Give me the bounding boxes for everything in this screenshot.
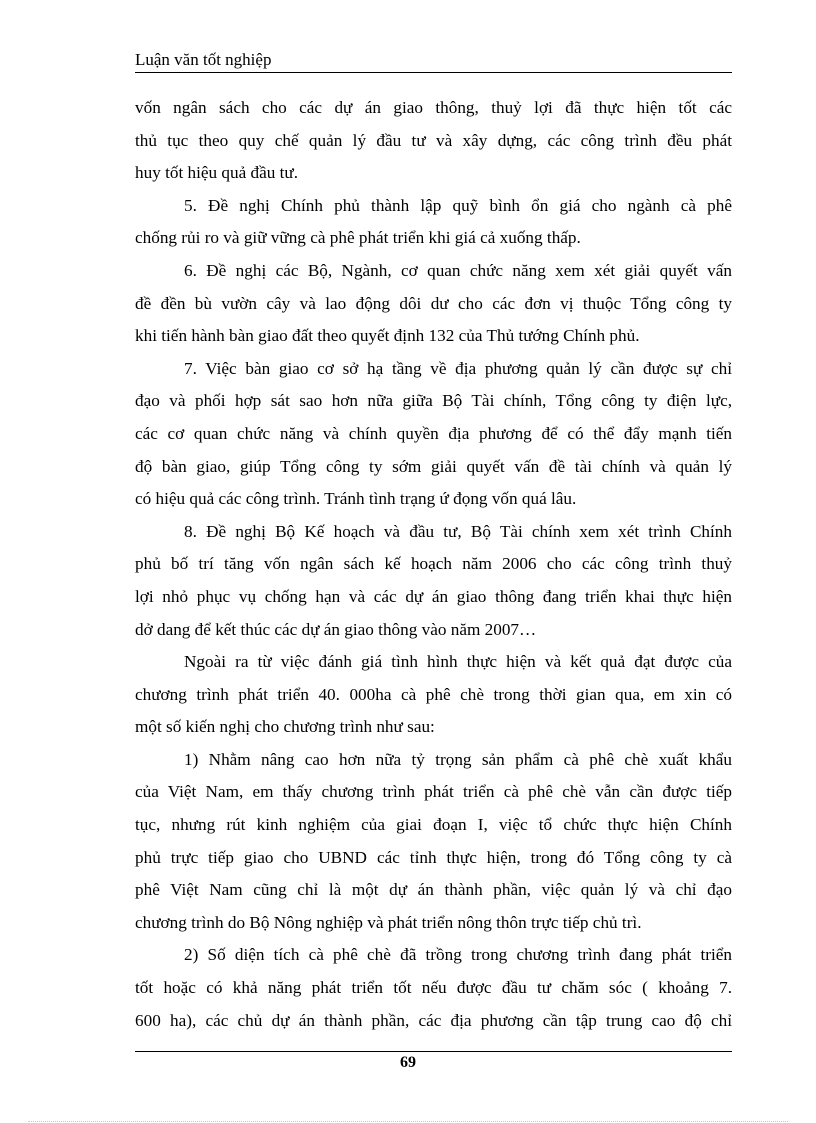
paragraph-line: 1) Nhằm nâng cao hơn nữa tỷ trọng sản phẩm cà phê chè xuất khẩu [184,749,732,769]
paragraph-line: Ngoài ra từ việc đánh giá tình hình thực hiện và kết quả đạt được của [184,652,732,672]
paragraph-line: của Việt Nam, em thấy chương trình phát triển cà phê chè vẫn cần được tiếp [135,782,732,802]
paragraph-line: chương trình do Bộ Nông nghiệp và phát triển nông thôn trực tiếp chủ trì. [135,912,642,932]
paragraph-line: 7. Việc bàn giao cơ sở hạ tầng về địa phương quản lý cần được sự chỉ [184,358,732,378]
paragraph-line: độ bàn giao, giúp Tổng công ty sớm giải quyết vấn đề tài chính và quản lý [135,456,732,476]
paragraph-line: thủ tục theo quy chế quản lý đầu tư và xây dựng, các công trình đều phát [135,130,732,150]
paragraph-line: tục, nhưng rút kinh nghiệm của giai đoạn I, việc tổ chức thực hiện Chính [135,815,732,835]
paragraph-line: tốt hoặc có khả năng phát triển tốt nếu được đầu tư chăm sóc ( khoảng 7. [135,978,732,998]
footer-divider [135,1051,732,1052]
page-edge-divider [28,1121,788,1122]
paragraph-line: huy tốt hiệu quả đầu tư. [135,163,299,183]
paragraph-line: vốn ngân sách cho các dự án giao thông, thuỷ lợi đã thực hiện tốt các [135,98,732,117]
paragraph-line: có hiệu quả các công trình. Tránh tình trạng ứ đọng vốn quá lâu. [135,489,577,509]
paragraph-line: một số kiến nghị cho chương trình như sau: [135,717,435,737]
paragraph-line: phủ trực tiếp giao cho UBND các tỉnh thực hiện, trong đó Tổng công ty cà [135,847,732,867]
paragraph-line: đạo và phối hợp sát sao hơn nữa giữa Bộ Tài chính, Tổng công ty điện lực, [135,391,732,411]
paragraph-line: 2) Số diện tích cà phê chè đã trồng trong chương trình đang phát triển [184,945,732,965]
paragraph-line: chương trình phát triển 40. 000ha cà phê chè trong thời gian qua, em xin có [135,684,732,704]
paragraph-line: 8. Đề nghị Bộ Kế hoạch và đầu tư, Bộ Tài chính xem xét trình Chính [184,521,732,541]
paragraph-line: đề đền bù vườn cây và lao động dôi dư cho các đơn vị thuộc Tổng công ty [135,293,732,313]
document-title: Luận văn tốt nghiệp [135,50,272,69]
paragraph-line: khi tiến hành bàn giao đất theo quyết định 132 của Thủ tướng Chính phủ. [135,326,640,346]
paragraph-line: các cơ quan chức năng và chính quyền địa phương để có thể đẩy mạnh tiến [135,423,732,443]
paragraph-line: phủ bố trí tăng vốn ngân sách kế hoạch năm 2006 cho các công trình thuỷ [135,554,732,574]
paragraph-line: phê Việt Nam cũng chỉ là một dự án thành phần, việc quản lý và chỉ đạo [135,880,732,900]
paragraph-line: lợi nhỏ phục vụ chống hạn và các dự án giao thông đang triển khai thực hiện [135,586,732,606]
page-header [135,50,732,73]
body-text [135,92,732,1037]
page-number: 69 [400,1054,416,1071]
paragraph-line: dở dang để kết thúc các dự án giao thông vào năm 2007… [135,619,537,639]
paragraph-line: 6. Đề nghị các Bộ, Ngành, cơ quan chức năng xem xét giải quyết vấn [184,260,732,280]
paragraph-line: 600 ha), các chủ dự án thành phần, các địa phương cần tập trung cao độ chỉ [135,1010,732,1030]
paragraph-line: chống rủi ro và giữ vững cà phê phát triển khi giá cả xuống thấp. [135,228,581,248]
paragraph-line: 5. Đề nghị Chính phủ thành lập quỹ bình ổn giá cho ngành cà phê [184,195,732,215]
